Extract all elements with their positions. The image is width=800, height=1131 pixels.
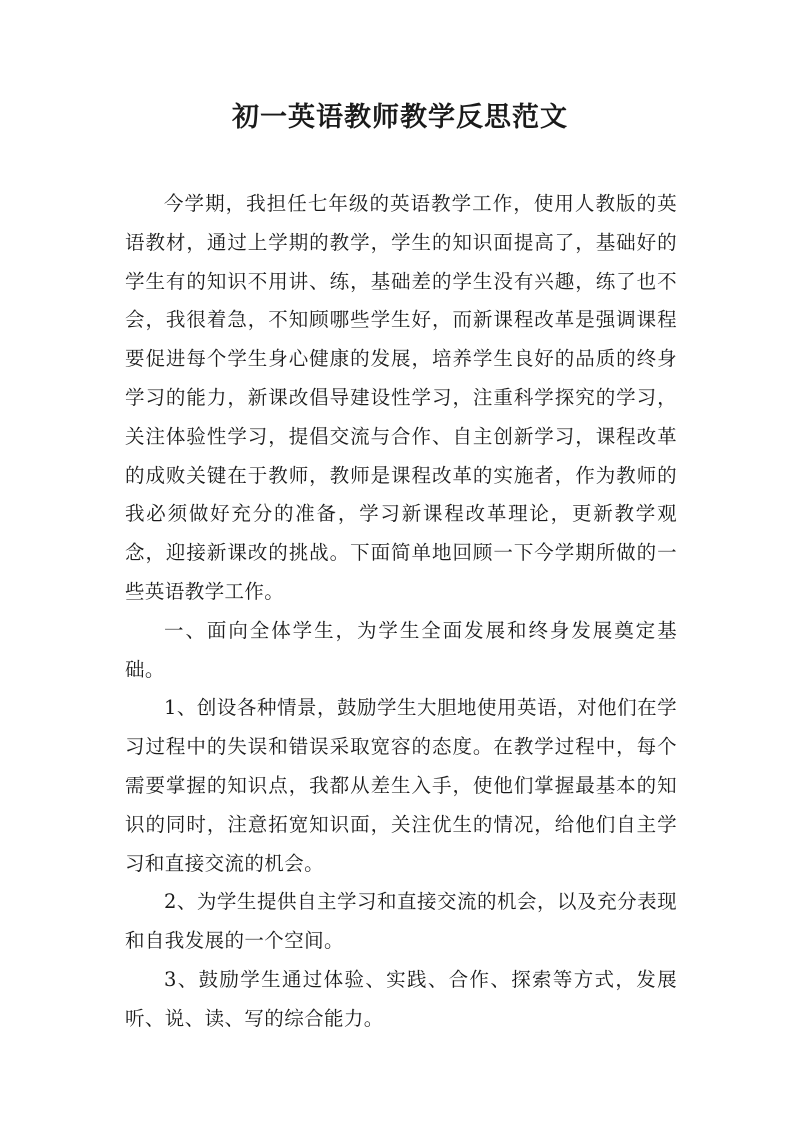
paragraph-item-one: 1、创设各种情景，鼓励学生大胆地使用英语，对他们在学习过程中的失误和错误采取宽容的态度。在教学过程中，每个需要掌握的知识点，我都从差生入手，使他们掌握最基本的知识的同时，注意拓宽知识面，关注优生的情况，给他们自主学习和直接交流的机会。 — [125, 696, 677, 875]
paragraph-item-two: 2、为学生提供自主学习和直接交流的机会，以及充分表现和自我发展的一个空间。 — [125, 890, 677, 953]
document-title: 初一英语教师教学反思范文 — [232, 102, 568, 133]
paragraph-section-one: 一、面向全体学生，为学生全面发展和终身发展奠定基础。 — [125, 618, 677, 681]
paragraph-item-three: 3、鼓励学生通过体验、实践、合作、探索等方式，发展听、说、读、写的综合能力。 — [125, 967, 677, 1030]
paragraph-intro: 今学期，我担任七年级的英语教学工作，使用人教版的英语教材，通过上学期的教学，学生的知识面提高了，基础好的学生有的知识不用讲、练，基础差的学生没有兴趣，练了也不会，我很着急，不知顾哪些学生好，而新课程改革是强调课程要促进每个学生身心健康的发展，培养学生良好的品质的终身学习的能力，新课改倡导建设性学习，注重科学探究的学习，关注体验性学习，提倡交流与合作、自主创新学习，课程改革的成败关键在于教师，教师是课程改革的实施者，作为教师的我必须做好充分的准备，学习新课程改革理论，更新教学观念，迎接新课改的挑战。下面简单地回顾一下今学期所做的一些英语教学工作。 — [125, 192, 677, 603]
document-body — [125, 185, 677, 1039]
